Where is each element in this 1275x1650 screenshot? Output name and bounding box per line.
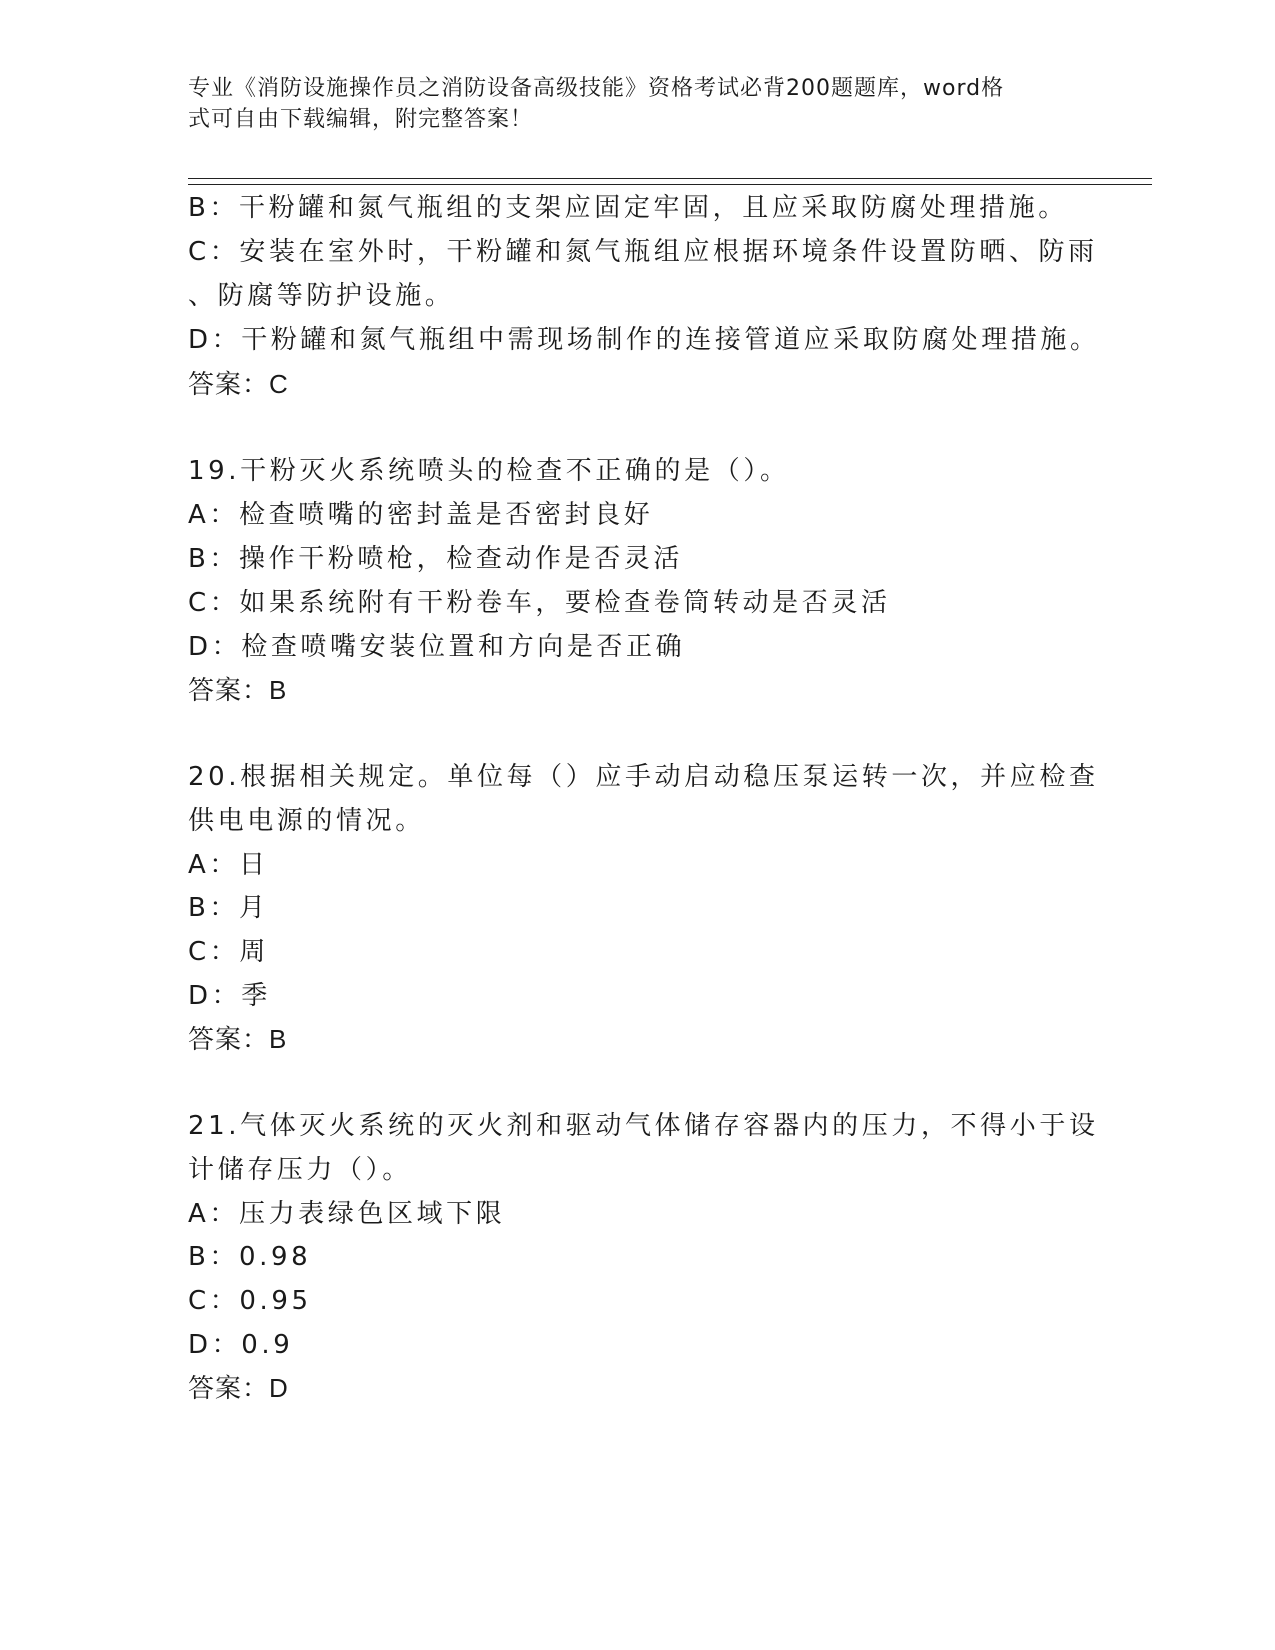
- q20-option-b: B：月: [188, 893, 269, 923]
- q21-stem-line-1: 21.气体灭火系统的灭火剂和驱动气体储存容器内的压力，不得小于设: [188, 1111, 1099, 1141]
- q20-stem-line-2: 供电电源的情况。: [188, 806, 425, 836]
- q20-option-c: C：周: [188, 937, 269, 967]
- q19-answer: 答案：B: [188, 675, 288, 705]
- q18-option-c-line-2: 、防腐等防护设施。: [188, 281, 455, 311]
- q19-option-c: C：如果系统附有干粉卷车，要检查卷筒转动是否灵活: [188, 588, 891, 618]
- header-divider-top: [188, 178, 1152, 179]
- q21-option-d: D：0.9: [188, 1330, 294, 1360]
- q19-option-b: B：操作干粉喷枪，检查动作是否灵活: [188, 544, 684, 574]
- q21-option-b: B：0.98: [188, 1242, 312, 1272]
- q21-answer: 答案：D: [188, 1373, 289, 1403]
- q19-stem: 19.干粉灭火系统喷头的检查不正确的是（）。: [188, 456, 790, 486]
- q20-answer: 答案：B: [188, 1024, 288, 1054]
- q19-option-a: A：检查喷嘴的密封盖是否密封良好: [188, 500, 654, 530]
- q20-option-a: A：日: [188, 850, 269, 880]
- q18-option-b: B：干粉罐和氮气瓶组的支架应固定牢固，且应采取防腐处理措施。: [188, 193, 1068, 223]
- document-header: [188, 73, 1068, 135]
- q21-option-a: A：压力表绿色区域下限: [188, 1199, 506, 1229]
- q21-stem-line-2: 计储存压力（）。: [188, 1155, 412, 1185]
- header-divider-bottom: [188, 184, 1152, 185]
- header-line-2: 式可自由下载编辑，附完整答案！: [188, 107, 534, 132]
- q18-answer: 答案：C: [188, 369, 289, 399]
- q18-option-c-line-1: C：安装在室外时，干粉罐和氮气瓶组应根据环境条件设置防晒、防雨: [188, 237, 1098, 267]
- header-line-1: 专业《消防设施操作员之消防设备高级技能》资格考试必背200题题库，word格: [188, 76, 1005, 101]
- q18-option-d: D：干粉罐和氮气瓶组中需现场制作的连接管道应采取防腐处理措施。: [188, 325, 1100, 355]
- q20-option-d: D：季: [188, 981, 271, 1011]
- q20-stem-line-1: 20.根据相关规定。单位每（）应手动启动稳压泵运转一次，并应检查: [188, 762, 1099, 792]
- q21-option-c: C：0.95: [188, 1286, 312, 1316]
- q19-option-d: D：检查喷嘴安装位置和方向是否正确: [188, 632, 686, 662]
